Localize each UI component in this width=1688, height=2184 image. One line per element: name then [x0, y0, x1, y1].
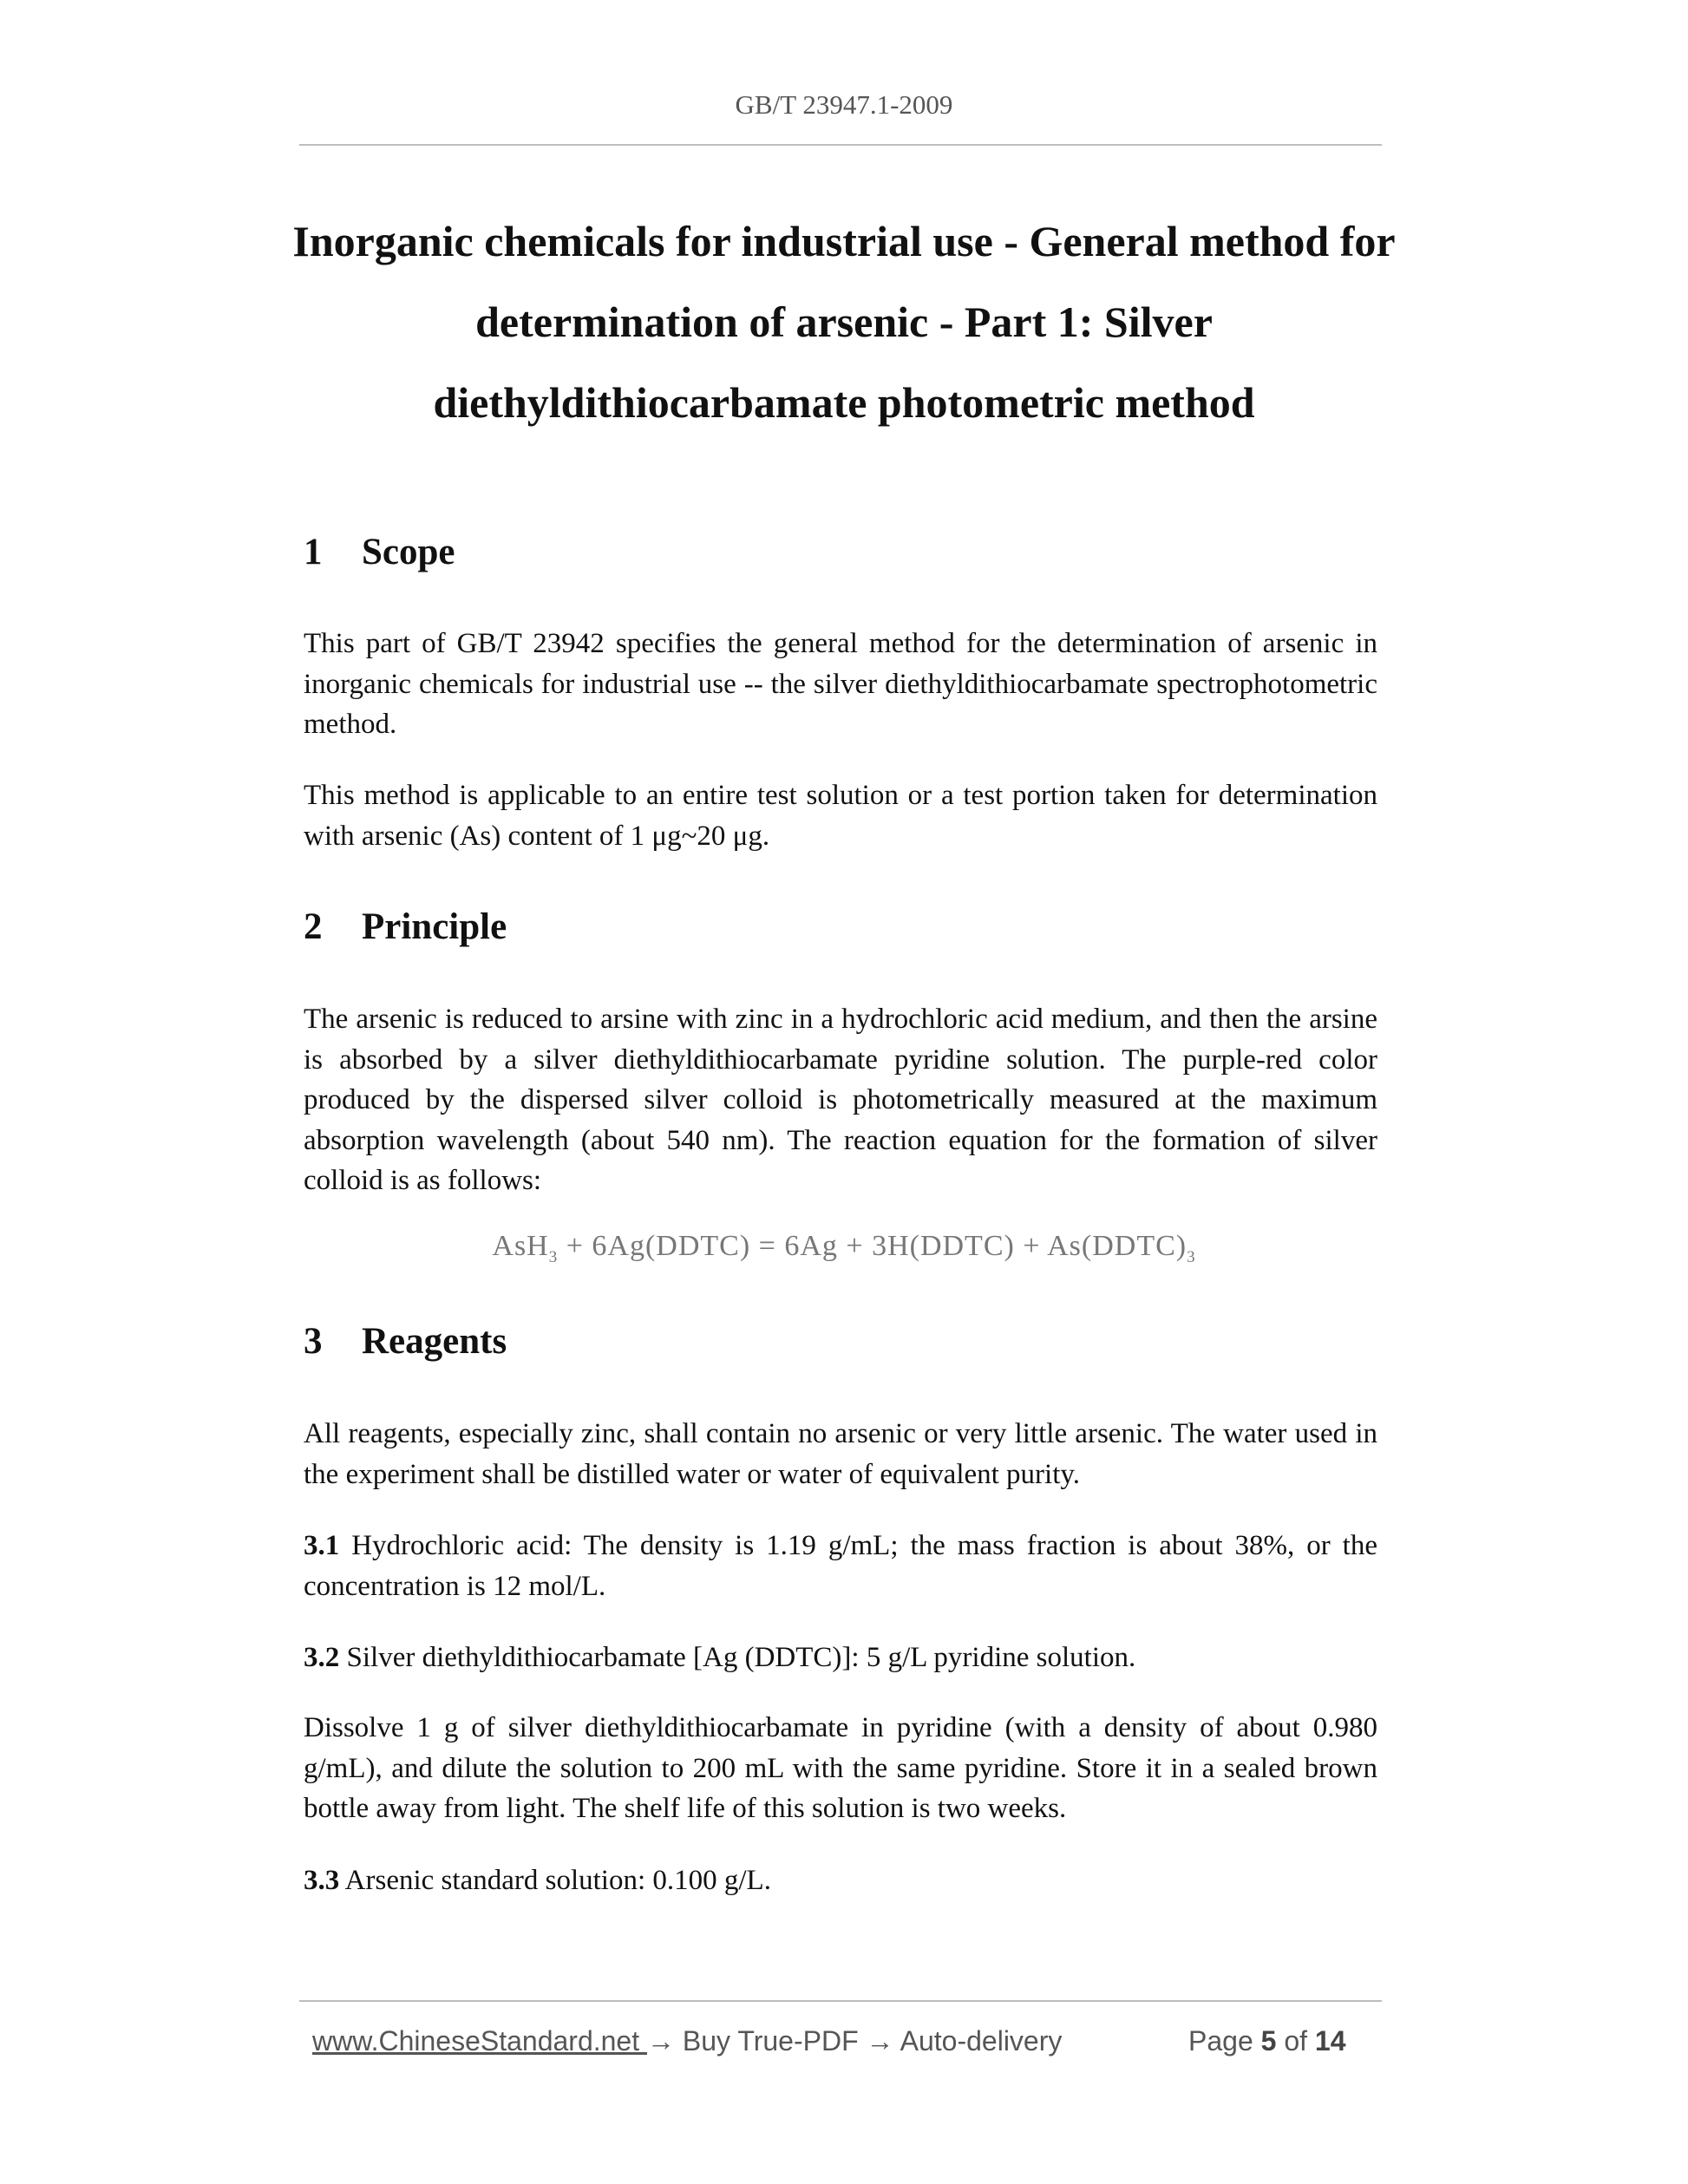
- section-2-heading: [304, 906, 507, 948]
- standard-code-header: GB/T 23947.1-2009: [735, 89, 953, 120]
- section-3-heading: [304, 1320, 507, 1363]
- current-page-number: 5: [1260, 2025, 1277, 2056]
- item-number: 3.3: [304, 1865, 340, 1896]
- equation-subscript: 3: [1187, 1247, 1196, 1266]
- page-label: Page: [1188, 2025, 1261, 2056]
- principle-paragraph: The arsenic is reduced to arsine with zinc in a hydrochloric acid medium, and then the arsine is absorbed by a silver diethyldithiocarbamate pyridine solution. The purple-red color produced by the dispersed silver colloid is photometrically measured at the maximum absorption wavelength (about 540 nm). The reaction equation for the formation of silver colloid is as follows:: [304, 1004, 1377, 1196]
- page-indicator: [1188, 2025, 1345, 2057]
- item-text: Hydrochloric acid: The density is 1.19 g/mL; the mass fraction is about 38%, or the concentration is 12 mol/L.: [304, 1530, 1377, 1602]
- dissolve-paragraph: Dissolve 1 g of silver diethyldithiocarbamate in pyridine (with a density of about 0.980 g/mL), and dilute the solution to 200 mL with the same pyridine. Store it in a sealed brown bottle away from light. The shelf life of this solution is two weeks.: [304, 1712, 1377, 1824]
- section-number: 1: [304, 532, 323, 572]
- reagent-item-3-3: [304, 1860, 1377, 1901]
- auto-delivery-text: Auto-delivery: [893, 2025, 1063, 2056]
- header-divider: [299, 144, 1382, 146]
- item-number: 3.2: [304, 1642, 340, 1673]
- section-1-heading: [304, 531, 455, 573]
- reagents-intro-paragraph: All reagents, especially zinc, shall contain no arsenic or very little arsenic. The water used in the experiment shall be distilled water or water of equivalent purity.: [304, 1418, 1377, 1490]
- reaction-equation: [0, 1230, 1688, 1267]
- footer-divider: [299, 2000, 1382, 2002]
- equation-term: + 6Ag(DDTC) = 6Ag + 3H(DDTC) + As(DDTC): [558, 1230, 1187, 1262]
- title-line-2: determination of arsenic - Part 1: Silver: [475, 298, 1213, 346]
- title-line-1: Inorganic chemicals for industrial use - General method for: [292, 217, 1396, 265]
- reagent-item-3-2: [304, 1638, 1377, 1678]
- arrow-icon: →: [866, 2025, 894, 2056]
- reagent-item-3-1: [304, 1526, 1377, 1606]
- total-pages-number: 14: [1314, 2025, 1346, 2056]
- section-number: 2: [304, 906, 323, 947]
- section-title: Principle: [362, 906, 507, 947]
- section-title: Reagents: [362, 1321, 507, 1362]
- item-number: 3.1: [304, 1530, 340, 1561]
- title-line-3: diethyldithiocarbamate photometric method: [433, 378, 1255, 427]
- arrow-icon: →: [647, 2025, 675, 2056]
- section-number: 3: [304, 1321, 323, 1362]
- item-text: Silver diethyldithiocarbamate [Ag (DDTC)]: 5 g/L pyridine solution.: [339, 1642, 1136, 1673]
- footer-promo: [312, 2025, 1062, 2057]
- section-title: Scope: [362, 532, 455, 572]
- equation-term: AsH: [492, 1230, 549, 1262]
- page-of-label: of: [1276, 2025, 1315, 2056]
- item-text: Arsenic standard solution: 0.100 g/L.: [339, 1865, 771, 1896]
- document-title: [260, 201, 1428, 443]
- scope-paragraph-1: This part of GB/T 23942 specifies the general method for the determination of arsenic in inorganic chemicals for industrial use -- the silver diethyldithiocarbamate spectrophotometric method.: [304, 628, 1377, 740]
- equation-subscript: 3: [548, 1247, 559, 1266]
- website-link[interactable]: www.ChineseStandard.net: [312, 2025, 647, 2056]
- scope-paragraph-2: This method is applicable to an entire test solution or a test portion taken for determination with arsenic (As) content of 1 μg~20 μg.: [304, 780, 1377, 852]
- buy-pdf-text: Buy True-PDF: [675, 2025, 867, 2056]
